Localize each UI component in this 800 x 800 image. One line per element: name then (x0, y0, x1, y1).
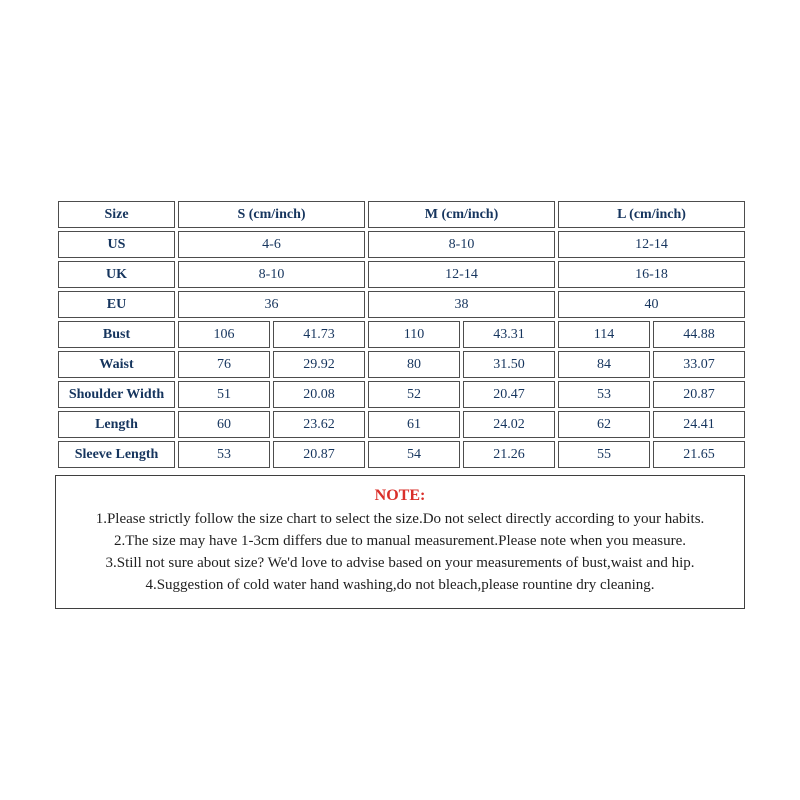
measure-value-cell: 20.47 (463, 381, 555, 408)
measure-value-cell: 20.08 (273, 381, 365, 408)
measure-value-cell: 20.87 (653, 381, 745, 408)
size-value-cell: 16-18 (558, 261, 745, 288)
row-label-bust: Bust (58, 321, 175, 348)
measure-value-cell: 33.07 (653, 351, 745, 378)
table-row-uk (58, 261, 745, 288)
measure-value-cell: 24.02 (463, 411, 555, 438)
measure-value-cell: 20.87 (273, 441, 365, 468)
row-label-sleeve-length: Sleeve Length (58, 441, 175, 468)
note-box (55, 475, 745, 609)
measure-value-cell: 53 (178, 441, 270, 468)
size-chart-table (55, 198, 748, 471)
size-value-cell: 8-10 (178, 261, 365, 288)
measure-value-cell: 114 (558, 321, 650, 348)
table-row-bust (58, 321, 745, 348)
note-line-2: 2.The size may have 1-3cm differs due to manual measurement.Please note when you measure. (113, 533, 687, 549)
size-value-cell: 4-6 (178, 231, 365, 258)
note-line-3: 3.Still not sure about size? We'd love to advise based on your measurements of bust,waist and hip. (105, 555, 695, 571)
measure-value-cell: 29.92 (273, 351, 365, 378)
measure-value-cell: 51 (178, 381, 270, 408)
measure-value-cell: 110 (368, 321, 460, 348)
size-chart-content (55, 198, 745, 609)
row-label-uk: UK (58, 261, 175, 288)
size-value-cell: 36 (178, 291, 365, 318)
measure-value-cell: 44.88 (653, 321, 745, 348)
measure-value-cell: 55 (558, 441, 650, 468)
measure-value-cell: 31.50 (463, 351, 555, 378)
table-row-eu (58, 291, 745, 318)
table-row-waist (58, 351, 745, 378)
size-value-cell: 12-14 (558, 231, 745, 258)
measure-value-cell: 52 (368, 381, 460, 408)
size-value-cell: 38 (368, 291, 555, 318)
measure-value-cell: 54 (368, 441, 460, 468)
table-row-length (58, 411, 745, 438)
measure-value-cell: 24.41 (653, 411, 745, 438)
table-row-us (58, 231, 745, 258)
header-row (58, 201, 745, 228)
note-title: NOTE: (374, 487, 426, 504)
row-label-length: Length (58, 411, 175, 438)
note-line-1: 1.Please strictly follow the size chart to select the size.Do not select directly according to your habits. (95, 511, 705, 527)
measure-value-cell: 62 (558, 411, 650, 438)
measure-value-cell: 21.65 (653, 441, 745, 468)
measure-value-cell: 60 (178, 411, 270, 438)
size-value-cell: 12-14 (368, 261, 555, 288)
row-label-eu: EU (58, 291, 175, 318)
measure-value-cell: 76 (178, 351, 270, 378)
measure-value-cell: 21.26 (463, 441, 555, 468)
measure-value-cell: 41.73 (273, 321, 365, 348)
measure-value-cell: 23.62 (273, 411, 365, 438)
measure-value-cell: 43.31 (463, 321, 555, 348)
measure-value-cell: 53 (558, 381, 650, 408)
size-value-cell: 8-10 (368, 231, 555, 258)
size-value-cell: 40 (558, 291, 745, 318)
measure-value-cell: 84 (558, 351, 650, 378)
measure-value-cell: 106 (178, 321, 270, 348)
header-cell-m: M (cm/inch) (368, 201, 555, 228)
row-label-shoulder-width: Shoulder Width (58, 381, 175, 408)
table-row-shoulder-width (58, 381, 745, 408)
measure-value-cell: 61 (368, 411, 460, 438)
row-label-us: US (58, 231, 175, 258)
note-line-4: 4.Suggestion of cold water hand washing,do not bleach,please rountine dry cleaning. (145, 577, 655, 593)
header-cell-s: S (cm/inch) (178, 201, 365, 228)
header-cell-size: Size (58, 201, 175, 228)
measure-value-cell: 80 (368, 351, 460, 378)
table-row-sleeve-length (58, 441, 745, 468)
header-cell-l: L (cm/inch) (558, 201, 745, 228)
row-label-waist: Waist (58, 351, 175, 378)
